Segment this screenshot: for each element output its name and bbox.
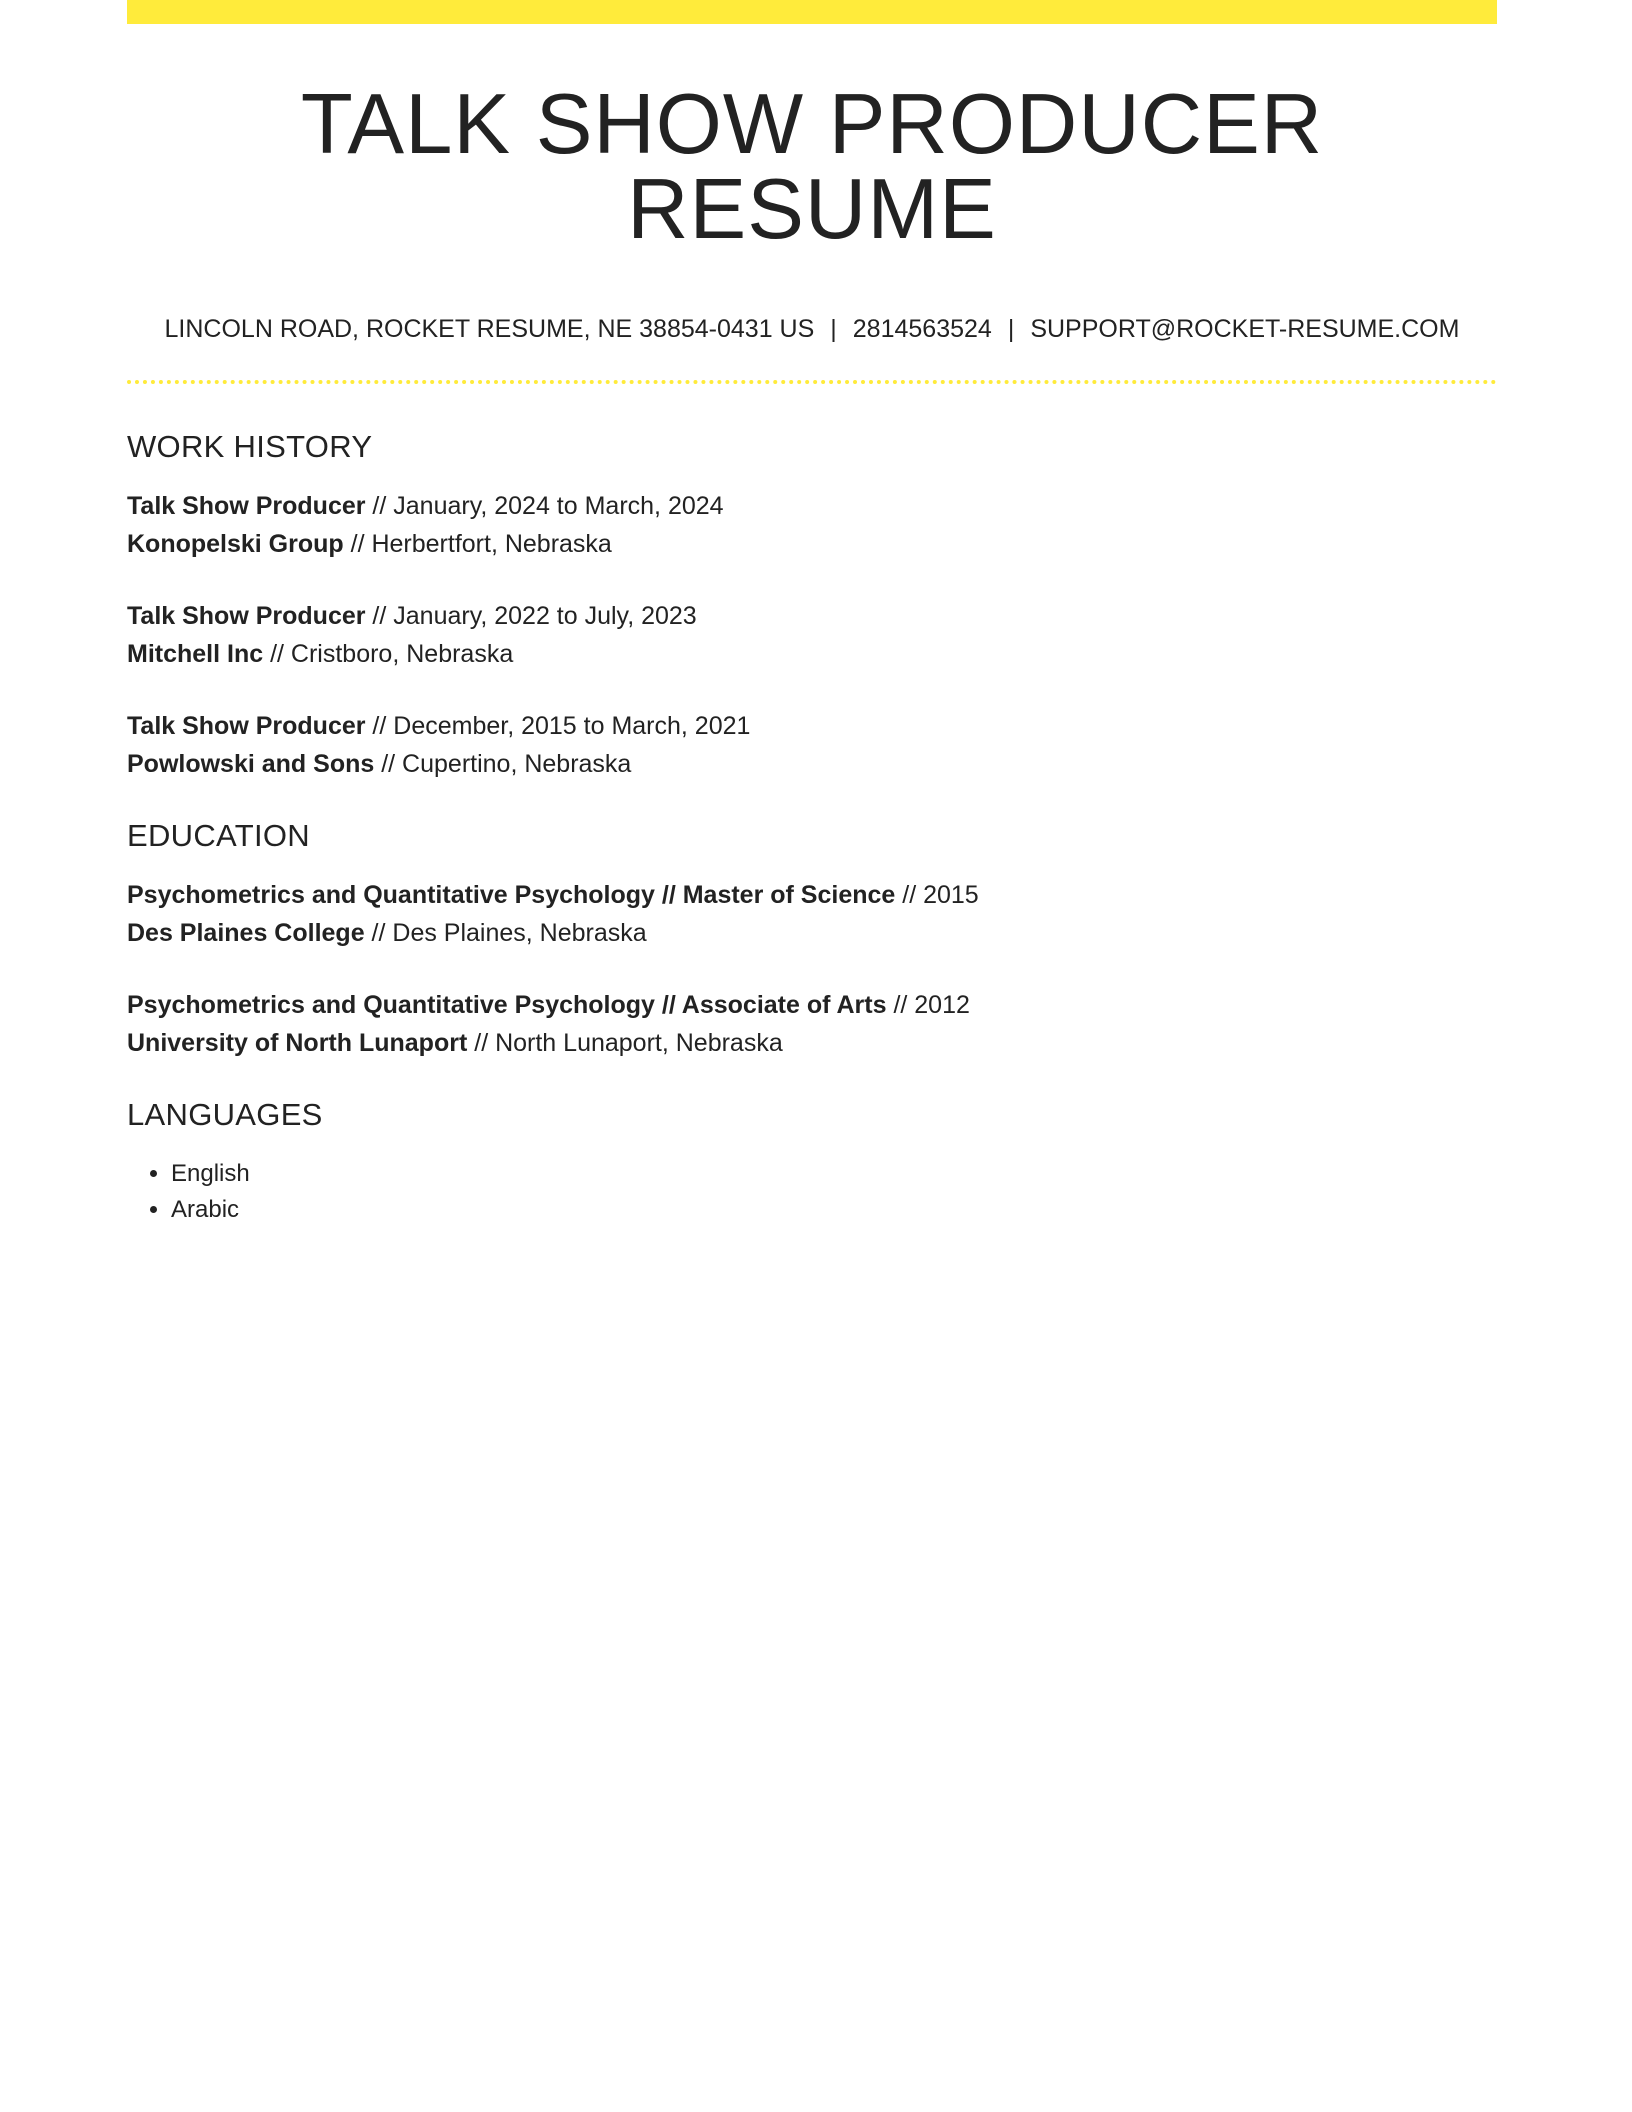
resume-title: TALK SHOW PRODUCER RESUME xyxy=(300,77,1324,257)
education-entry xyxy=(127,986,1497,1062)
accent-top-bar xyxy=(127,0,1497,24)
contact-address: LINCOLN ROAD, ROCKET RESUME, NE 38854-0431 US xyxy=(164,315,815,343)
education-year: // 2015 xyxy=(895,881,979,910)
dotted-divider xyxy=(127,380,1497,384)
section-heading-education: EDUCATION xyxy=(127,818,310,854)
section-heading-work-history: WORK HISTORY xyxy=(127,429,373,464)
education-school: University of North Lunaport xyxy=(127,1029,468,1058)
language-item: • Arabic xyxy=(171,1192,1497,1228)
resume-page xyxy=(127,0,1497,1228)
education-degree-line xyxy=(127,986,1497,1024)
education-school-line xyxy=(127,914,1497,952)
education-year: // 2012 xyxy=(886,991,970,1020)
work-role: Talk Show Producer xyxy=(127,492,366,521)
work-dates: // December, 2015 to March, 2021 xyxy=(365,712,751,741)
contact-separator: | xyxy=(1007,315,1015,343)
work-role: Talk Show Producer xyxy=(127,602,366,631)
language-item: • English xyxy=(171,1156,1497,1192)
work-entry-title-line xyxy=(127,487,1497,525)
work-dates: // January, 2022 to July, 2023 xyxy=(365,602,697,631)
education-location: // North Lunaport, Nebraska xyxy=(467,1029,783,1058)
work-role: Talk Show Producer xyxy=(127,712,366,741)
section-heading-languages: LANGUAGES xyxy=(127,1097,323,1133)
work-location: // Herbertfort, Nebraska xyxy=(343,530,612,559)
work-entry xyxy=(127,597,1497,673)
contact-line xyxy=(127,314,1497,344)
work-entry-title-line xyxy=(127,597,1497,635)
work-entry xyxy=(127,707,1497,783)
education-degree: Psychometrics and Quantitative Psychology // Master of Science xyxy=(127,881,896,910)
work-entry-company-line xyxy=(127,525,1497,563)
work-entry-title-line xyxy=(127,707,1497,745)
contact-separator: | xyxy=(830,315,837,343)
education-location: // Des Plaines, Nebraska xyxy=(364,919,647,948)
work-entry xyxy=(127,487,1497,563)
work-entry-company-line xyxy=(127,635,1497,673)
education-degree-line xyxy=(127,876,1497,914)
contact-phone: 2814563524 xyxy=(852,315,992,343)
contact-email: SUPPORT@ROCKET-RESUME.COM xyxy=(1030,315,1460,343)
education-entry xyxy=(127,876,1497,952)
education-school-line xyxy=(127,1024,1497,1062)
work-entry-company-line xyxy=(127,745,1497,783)
work-company: Mitchell Inc xyxy=(127,640,264,669)
languages-list xyxy=(127,1156,1497,1228)
work-location: // Cristboro, Nebraska xyxy=(263,640,514,669)
work-dates: // January, 2024 to March, 2024 xyxy=(365,492,724,521)
education-school: Des Plaines College xyxy=(127,919,365,948)
work-company: Konopelski Group xyxy=(127,530,344,559)
education-degree: Psychometrics and Quantitative Psychology // Associate of Arts xyxy=(127,991,887,1020)
work-location: // Cupertino, Nebraska xyxy=(374,750,632,779)
work-company: Powlowski and Sons xyxy=(127,750,375,779)
